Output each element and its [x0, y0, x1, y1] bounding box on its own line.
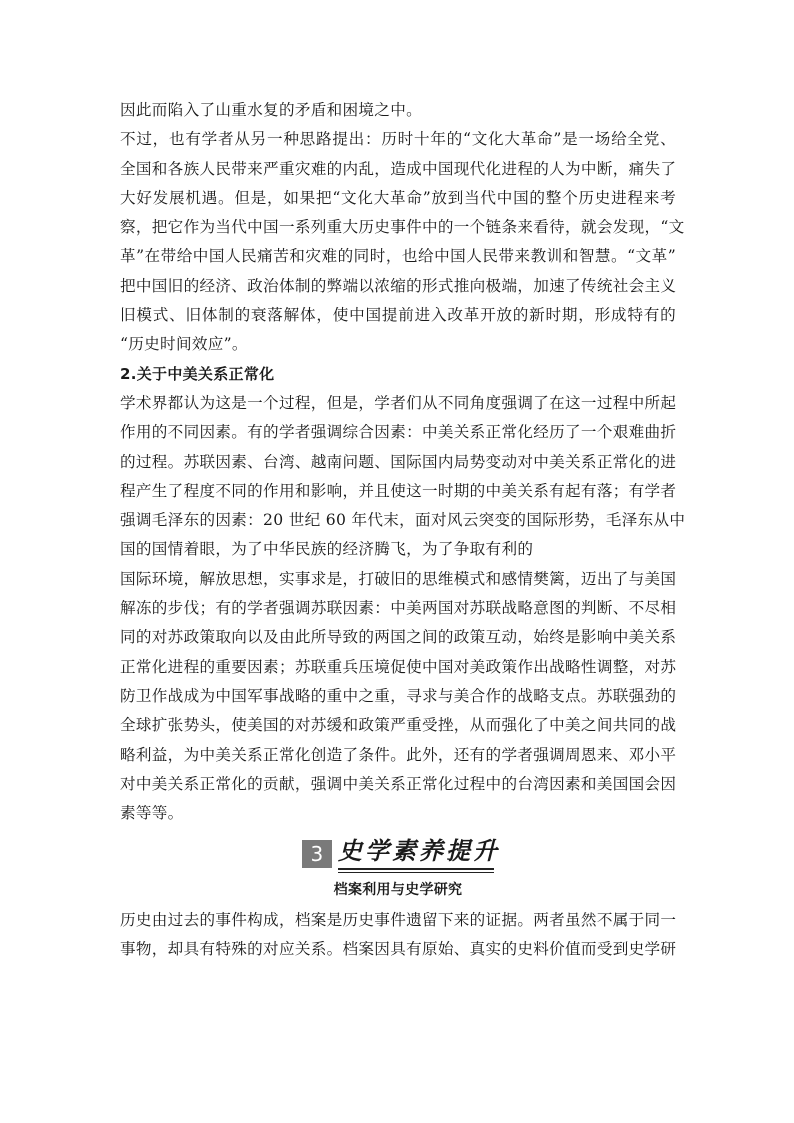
section-title: 史学素养提升: [338, 836, 500, 866]
text-line: “历史时间效应”。: [120, 335, 248, 354]
text-line: 国际环境，解放思想，实事求是，打破旧的思维模式和感情樊篱，迈出了与美国: [120, 569, 677, 588]
text-line: 解冻的步伐；有的学者强调苏联因素：中美两国对苏联战略意图的判断、不尽相: [120, 599, 677, 618]
text-line: 事物，却具有特殊的对应关系。档案因具有原始、真实的史料价值而受到史学研: [120, 940, 677, 959]
text-line: 程产生了程度不同的作用和影响，并且使这一时期的中美关系有起有落；有学者: [120, 481, 677, 500]
subsection-title: 档案利用与史学研究: [333, 882, 463, 899]
paragraph-1: [120, 96, 676, 125]
text-line: 不过，也有学者从另一种思路提出：历时十年的“文化大革命”是一场给全党、: [120, 130, 676, 149]
text-line: 革”在带给中国人民痛苦和灾难的同时，也给中国人民带来教训和智慧。“文革”: [120, 247, 676, 266]
text-line: 正常化进程的重要因素；苏联重兵压境促使中国对美政策作出战略性调整，对苏: [120, 657, 677, 676]
text-line: 略利益，为中美关系正常化创造了条件。此外，还有的学者强调周恩来、邓小平: [120, 745, 677, 764]
text-line: 全国和各族人民带来严重灾难的内乱，造成中国现代化进程的人为中断，痛失了: [120, 159, 677, 178]
section-number-badge: 3: [302, 840, 332, 868]
text-line: 强调毛泽东的因素：20 世纪 60 年代末，面对风云突变的国际形势，毛泽东从中: [120, 511, 686, 530]
section-underline-thin: [338, 872, 494, 873]
text-line: 的过程。苏联因素、台湾、越南问题、国际国内局势变动对中美关系正常化的进: [120, 452, 677, 471]
text-line: 对中美关系正常化的贡献，强调中美关系正常化过程中的台湾因素和美国国会因: [120, 774, 677, 793]
text-line: 把中国旧的经济、政治体制的弊端以浓缩的形式推向极端，加速了传统社会主义: [120, 276, 677, 295]
text-line: 旧模式、旧体制的衰落解体，使中国提前进入改革开放的新时期，形成特有的: [120, 306, 676, 325]
text-line: 素等等。: [120, 804, 184, 823]
text-line: 察，把它作为当代中国一系列重大历史事件中的一个链条来看待，就会发现，“文: [120, 218, 685, 237]
document-body: [120, 96, 686, 964]
text-line: 作用的不同因素。有的学者强调综合因素：中美关系正常化经历了一个艰难曲折: [120, 423, 677, 442]
paragraph-3: [120, 389, 686, 565]
section-banner: [120, 832, 676, 876]
paragraph-2: [120, 125, 685, 359]
text-line: 历史由过去的事件构成，档案是历史事件遗留下来的证据。两者虽然不属于同一: [120, 910, 677, 929]
text-line: 同的对苏政策取向以及由此所导致的两国之间的政策互动，始终是影响中美关系: [120, 628, 677, 647]
text-line: 大好发展机遇。但是，如果把“文化大革命”放到当代中国的整个历史进程来考: [120, 188, 676, 207]
text-line: 全球扩张势头，使美国的对苏缓和政策严重受挫，从而强化了中美之间共同的战: [120, 716, 677, 735]
text-line: 因此而陷入了山重水复的矛盾和困境之中。: [120, 101, 422, 119]
section-heading: 2.关于中美关系正常化: [120, 364, 275, 383]
paragraph-4: [120, 565, 676, 829]
paragraph-5: [120, 906, 676, 965]
text-line: 防卫作战成为中国军事战略的重中之重，寻求与美合作的战略支点。苏联强劲的: [120, 686, 677, 705]
text-line: 学术界都认为这是一个过程，但是，学者们从不同角度强调了在这一过程中所起: [120, 393, 677, 412]
text-line: 国的国情着眼，为了中华民族的经济腾飞，为了争取有利的: [120, 540, 534, 559]
section-underline: [338, 868, 494, 870]
